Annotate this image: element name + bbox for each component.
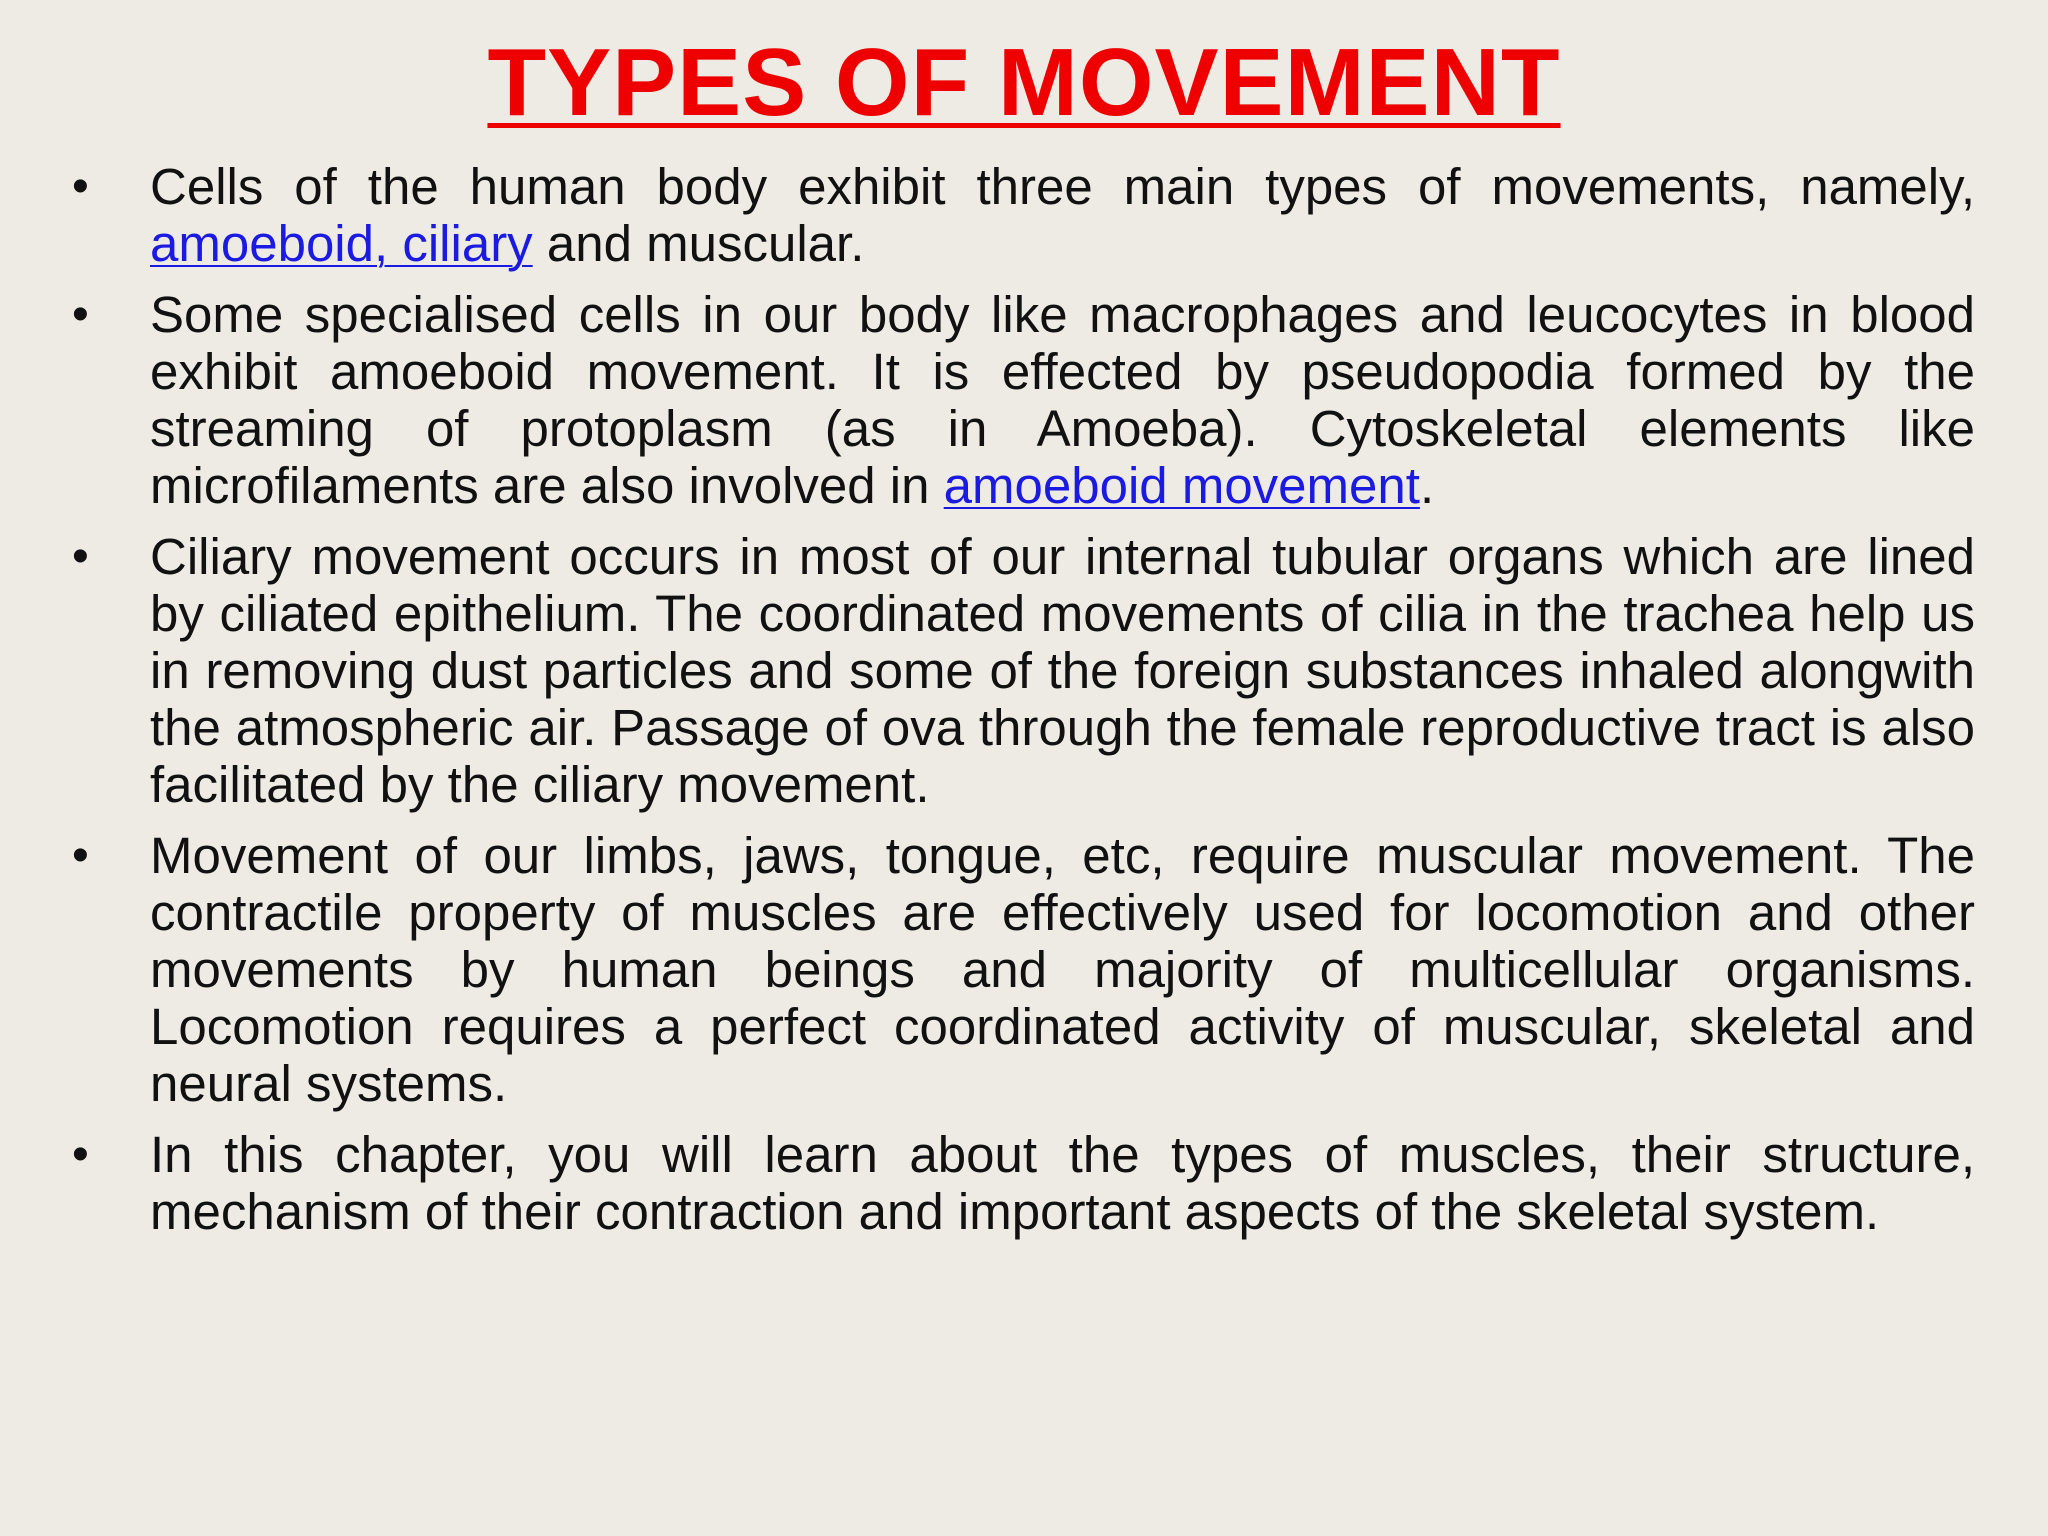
bullet-icon: • [72, 160, 89, 213]
slide-title-text: TYPES OF MOVEMENT [487, 29, 1561, 136]
amoeboid-ciliary-link[interactable]: amoeboid, ciliary [150, 215, 533, 272]
bullet-item-chapter-intro [68, 1126, 1975, 1240]
bullet-icon: • [72, 288, 89, 341]
amoeboid-movement-link[interactable]: amoeboid movement [943, 457, 1420, 514]
bullet-text: Ciliary movement occurs in most of our internal tubular organs which are lined by ciliated epithelium. The coordinated movements of cilia in the trachea help us in removing dust particles and some of the foreign substances inhaled alongwith the atmospheric air. Passage of ova through the female reproductive tract is also facilitated by the ciliary movement. [150, 528, 1975, 813]
bullet-text-suffix: . [1419, 457, 1435, 514]
bullet-item-ciliary [68, 528, 1975, 813]
bullet-text: Movement of our limbs, jaws, tongue, etc, require muscular movement. The contractile property of muscles are effectively used for locomotion and other movements by human beings and majority of multicellular organisms. Locomotion requires a perfect coordinated activity of muscular, skeletal and neural systems. [150, 827, 1975, 1112]
bullet-item-movement-types [68, 158, 1975, 272]
bullet-item-amoeboid [68, 286, 1975, 514]
bullet-text-suffix: and muscular. [532, 215, 865, 272]
bullet-text: Some specialised cells in our body like macrophages and leucocytes in blood exhibit amoeboid movement. It is effected by pseudopodia formed by the streaming of protoplasm (as in Amoeba). Cytoskeletal elements like microfilaments are also involved in [150, 286, 1975, 514]
bullet-text: In this chapter, you will learn about the types of muscles, their structure, mechanism of their contraction and important aspects of the skeletal system. [150, 1126, 1975, 1240]
bullet-icon: • [72, 829, 89, 882]
bullet-item-muscular [68, 827, 1975, 1112]
bullet-text: Cells of the human body exhibit three main types of movements, namely, [150, 158, 1975, 215]
bullet-icon: • [72, 530, 89, 583]
bullet-icon: • [72, 1128, 89, 1181]
bullet-list [68, 158, 1975, 1254]
slide-title [0, 28, 2048, 138]
